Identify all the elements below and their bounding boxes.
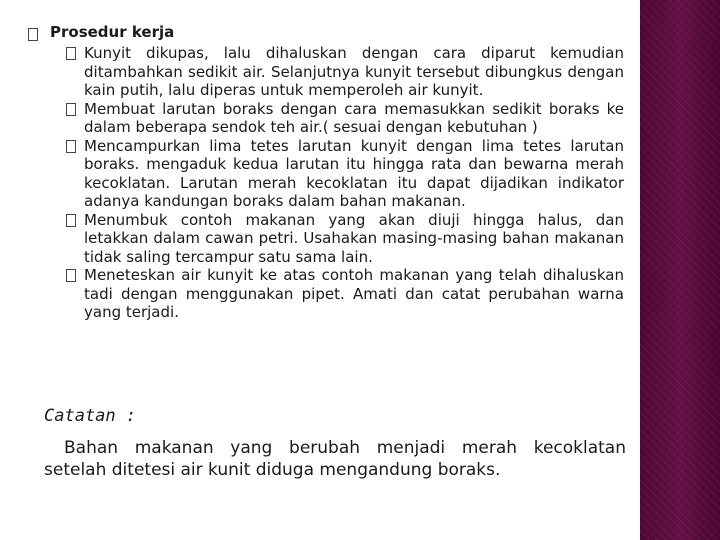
note-title: Catatan : — [44, 406, 137, 426]
square-bullet-icon — [28, 28, 38, 41]
procedure-step — [64, 100, 624, 137]
note-body: Bahan makanan yang berubah menjadi merah kecoklatan setelah ditetesi air kunit diduga mengandung boraks. — [44, 438, 626, 480]
square-bullet-icon — [66, 269, 76, 282]
procedure-step — [64, 266, 624, 322]
decorative-side-panel — [640, 0, 720, 540]
square-bullet-icon — [66, 140, 76, 153]
procedure-step-text: Menumbuk contoh makanan yang akan diuji hingga halus, dan letakkan dalam cawan petri. Usahakan masing-masing bahan makanan tidak saling tercampur satu sama lain. — [84, 210, 624, 266]
square-bullet-icon — [66, 47, 76, 60]
section-heading: Prosedur kerja — [50, 23, 175, 41]
procedure-step — [64, 211, 624, 267]
square-bullet-icon — [66, 103, 76, 116]
procedure-step — [64, 137, 624, 211]
procedure-step-text: Mencampurkan lima tetes larutan kunyit dengan lima tetes larutan boraks. mengaduk kedua larutan itu hingga rata dan bewarna merah kecoklatan. Larutan merah kecoklatan itu dapat dijadikan indikator adanya kandungan boraks dalam bahan makanan. — [84, 136, 624, 210]
procedure-steps — [64, 44, 624, 322]
procedure-step-text: Meneteskan air kunyit ke atas contoh makanan yang telah dihaluskan tadi dengan menggunakan pipet. Amati dan catat perubahan warna yang terjadi. — [84, 266, 624, 321]
procedure-step-text: Membuat larutan boraks dengan cara memasukkan sedikit boraks ke dalam beberapa sendok teh air.( sesuai dengan kebutuhan ) — [84, 99, 624, 136]
procedure-step-text: Kunyit dikupas, lalu dihaluskan dengan cara diparut kemudian ditambahkan sedikit air. Selanjutnya kunyit tersebut dibungkus dengan kain putih, lalu diperas untuk memperoleh air kunyit. — [84, 44, 624, 99]
square-bullet-icon — [66, 214, 76, 227]
procedure-step — [64, 44, 624, 100]
